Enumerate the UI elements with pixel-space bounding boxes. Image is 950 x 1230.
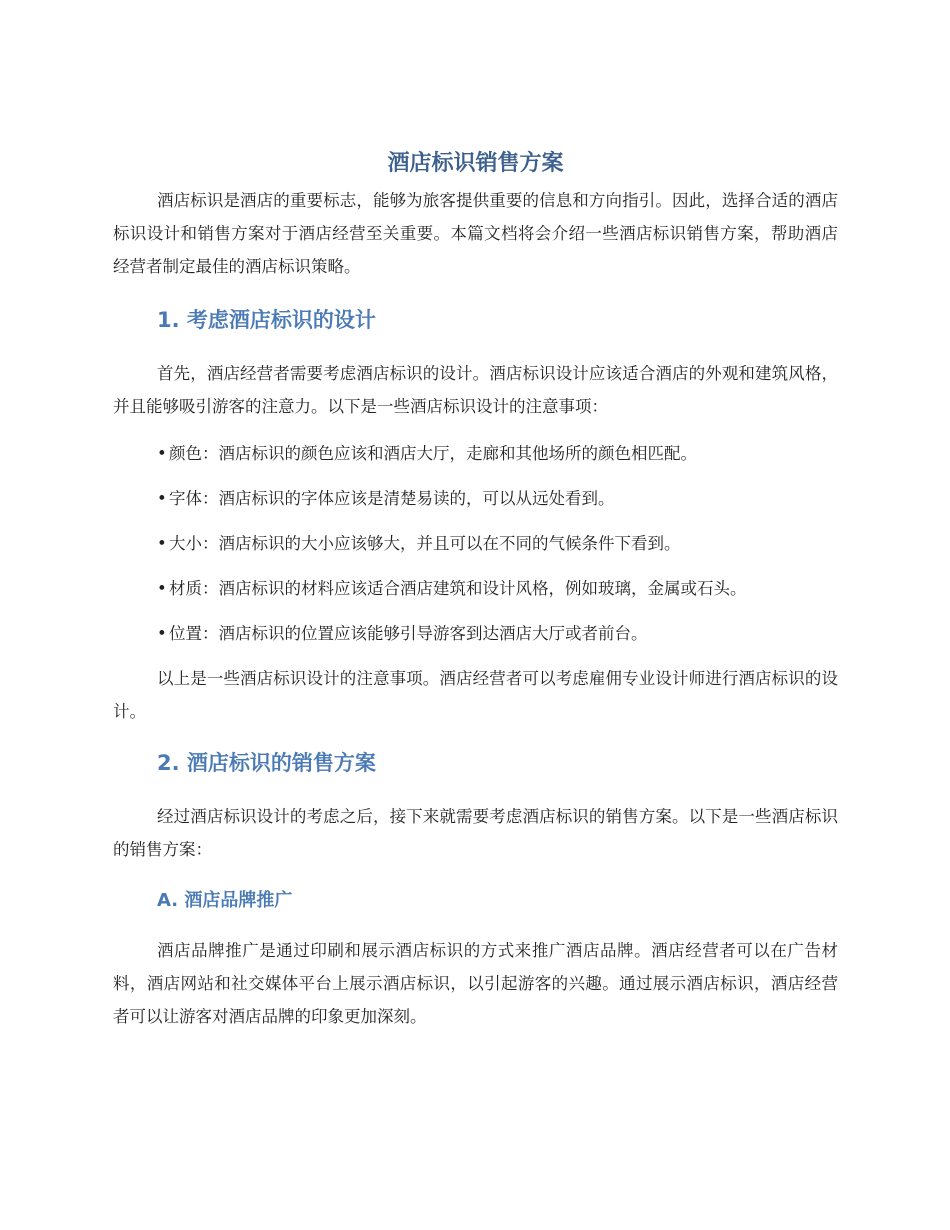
subsection-a-body: 酒店品牌推广是通过印刷和展示酒店标识的方式来推广酒店品牌。酒店经营者可以在广告材料，酒店网站和社交媒体平台上展示酒店标识，以引起游客的兴趣。通过展示酒店标识，酒店经营者可以让游客对酒店品牌的印象更加深刻。 [113, 941, 838, 1026]
subsection-a-heading: A. 酒店品牌推广 [157, 890, 293, 911]
intro-paragraph: 酒店标识是酒店的重要标志，能够为旅客提供重要的信息和方向指引。因此，选择合适的酒店标识设计和销售方案对于酒店经营至关重要。本篇文档将会介绍一些酒店标识销售方案，帮助酒店经营者制定最佳的酒店标识策略。 [113, 191, 838, 276]
bullet-marker: • [157, 489, 167, 508]
list-item-text: 位置：酒店标识的位置应该能够引导游客到达酒店大厅或者前台。 [169, 624, 648, 643]
section-1-conclusion: 以上是一些酒店标识设计的注意事项。酒店经营者可以考虑雇佣专业设计师进行酒店标识的设计。 [113, 669, 838, 721]
list-item-text: 大小：酒店标识的大小应该够大，并且可以在不同的气候条件下看到。 [169, 534, 681, 553]
list-item-text: 材质：酒店标识的材料应该适合酒店建筑和设计风格，例如玻璃，金属或石头。 [169, 579, 747, 598]
bullet-marker: • [157, 624, 167, 643]
section-1-intro: 首先，酒店经营者需要考虑酒店标识的设计。酒店标识设计应该适合酒店的外观和建筑风格，并且能够吸引游客的注意力。以下是一些酒店标识设计的注意事项： [113, 364, 838, 416]
list-item [113, 619, 838, 649]
list-item [113, 439, 838, 469]
bullet-marker: • [157, 444, 167, 463]
list-item-text: 字体：酒店标识的字体应该是清楚易读的，可以从远处看到。 [169, 489, 615, 508]
bullet-marker: • [157, 579, 167, 598]
list-item [113, 529, 838, 559]
section-2-intro: 经过酒店标识设计的考虑之后，接下来就需要考虑酒店标识的销售方案。以下是一些酒店标识的销售方案： [113, 807, 838, 859]
list-item [113, 574, 838, 604]
document-title: 酒店标识销售方案 [387, 151, 564, 176]
section-2-heading: 2. 酒店标识的销售方案 [157, 751, 376, 775]
bullet-marker: • [157, 534, 167, 553]
design-considerations-list [113, 439, 838, 649]
section-1-heading: 1. 考虑酒店标识的设计 [157, 308, 376, 332]
list-item-text: 颜色：酒店标识的颜色应该和酒店大厅，走廊和其他场所的颜色相匹配。 [169, 444, 697, 463]
document-page [113, 144, 838, 1033]
list-item [113, 484, 838, 514]
